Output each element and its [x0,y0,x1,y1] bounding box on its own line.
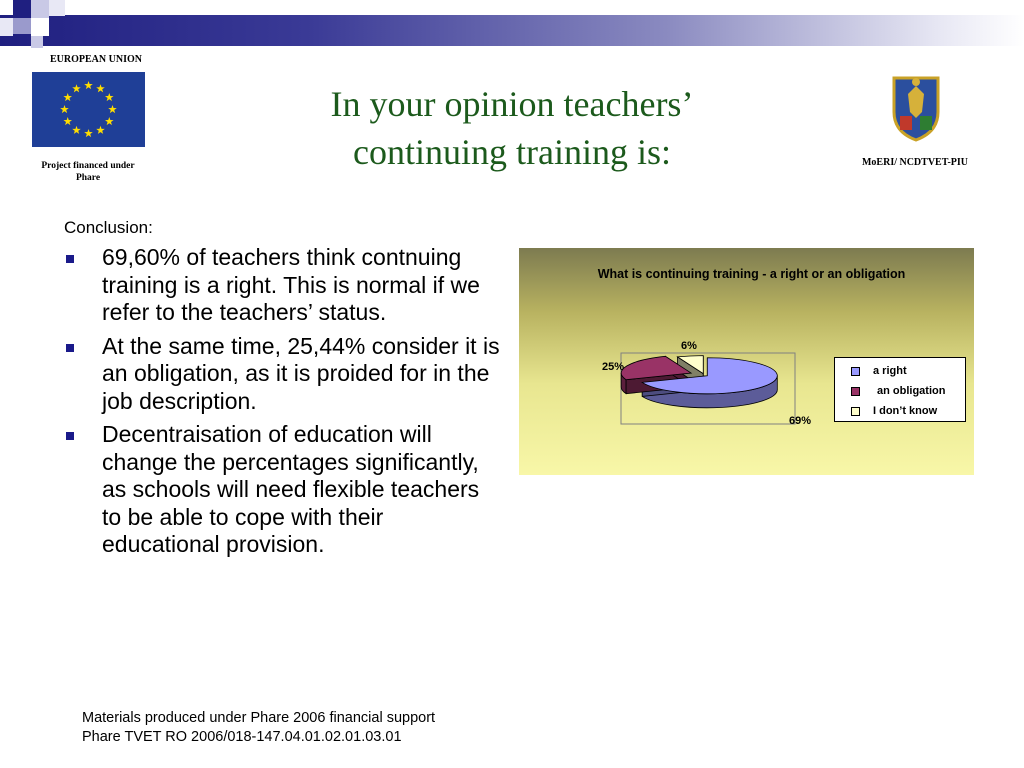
bullet-text: 69,60% of teachers think contnuing training is a right. This is normal if we refer to the teachers’ status. [102,244,480,325]
legend-swatch [851,387,860,396]
legend-item [835,405,965,419]
slide-title-line1: In your opinion teachers’ [330,84,694,124]
legend-label: an obligation [877,385,946,397]
decor-square [13,18,31,34]
pie-data-label: 69% [788,415,812,427]
eu-star-icon [105,117,114,125]
legend-label: I don’t know [873,405,938,417]
eu-star-icon [84,81,93,89]
legend-item [835,385,965,399]
eu-star-icon [84,129,93,137]
decor-square [13,0,31,18]
bullet-list [62,244,502,565]
slide-title-line2: continuing training is: [353,132,671,172]
eu-flag-logo [32,72,145,147]
decor-square [31,18,49,36]
bullet-item [62,333,502,416]
chart-legend [834,357,966,422]
coat-of-arms-logo [888,72,944,142]
bullet-square-icon [66,344,74,352]
ministry-label: MoERI/ NCDTVET-PIU [861,157,969,168]
eu-star-icon [63,117,72,125]
phare-note [30,160,146,184]
pie-chart [519,248,974,475]
slide-title [236,80,788,176]
bullet-square-icon [66,432,74,440]
legend-swatch [851,367,860,376]
bullet-item [62,244,502,327]
decor-square [31,0,49,18]
conclusion-label: Conclusion: [64,218,153,237]
eu-star-icon [108,105,117,113]
legend-label: a right [873,365,907,377]
legend-item [835,365,965,379]
eu-star-icon [72,84,81,92]
decor-square [31,36,43,48]
phare-note-line2: Phare [75,173,101,183]
top-banner [0,15,1024,46]
footer-line1: Materials produced under Phare 2006 financial support [82,710,436,726]
eu-star-icon [96,126,105,134]
decor-square [49,0,65,16]
phare-note-line1: Project financed under [41,161,135,171]
eu-star-icon [96,84,105,92]
bullet-square-icon [66,255,74,263]
footer-line2: Phare TVET RO 2006/018-147.04.01.02.01.03.01 [82,729,402,745]
chart-title: What is continuing training - a right or an obligation [597,267,906,281]
bullet-item [62,421,502,559]
footer-note [82,709,435,747]
bullet-text: At the same time, 25,44% consider it is an obligation, as it is proided for in the job description. [102,332,500,414]
decor-square [0,18,13,36]
eu-star-icon [72,126,81,134]
legend-swatch [851,407,860,416]
eu-star-icon [63,93,72,101]
pie-data-label: 6% [681,340,697,352]
pie-data-label: 25% [601,361,625,373]
bullet-text: Decentraisation of education will change the percentages significantly, as schools will need flexible teachers to be able to cope with their educational provision. [102,421,480,557]
eu-stars [32,72,145,147]
eu-star-icon [60,105,69,113]
eu-label: EUROPEAN UNION [50,54,142,65]
eu-star-icon [105,93,114,101]
